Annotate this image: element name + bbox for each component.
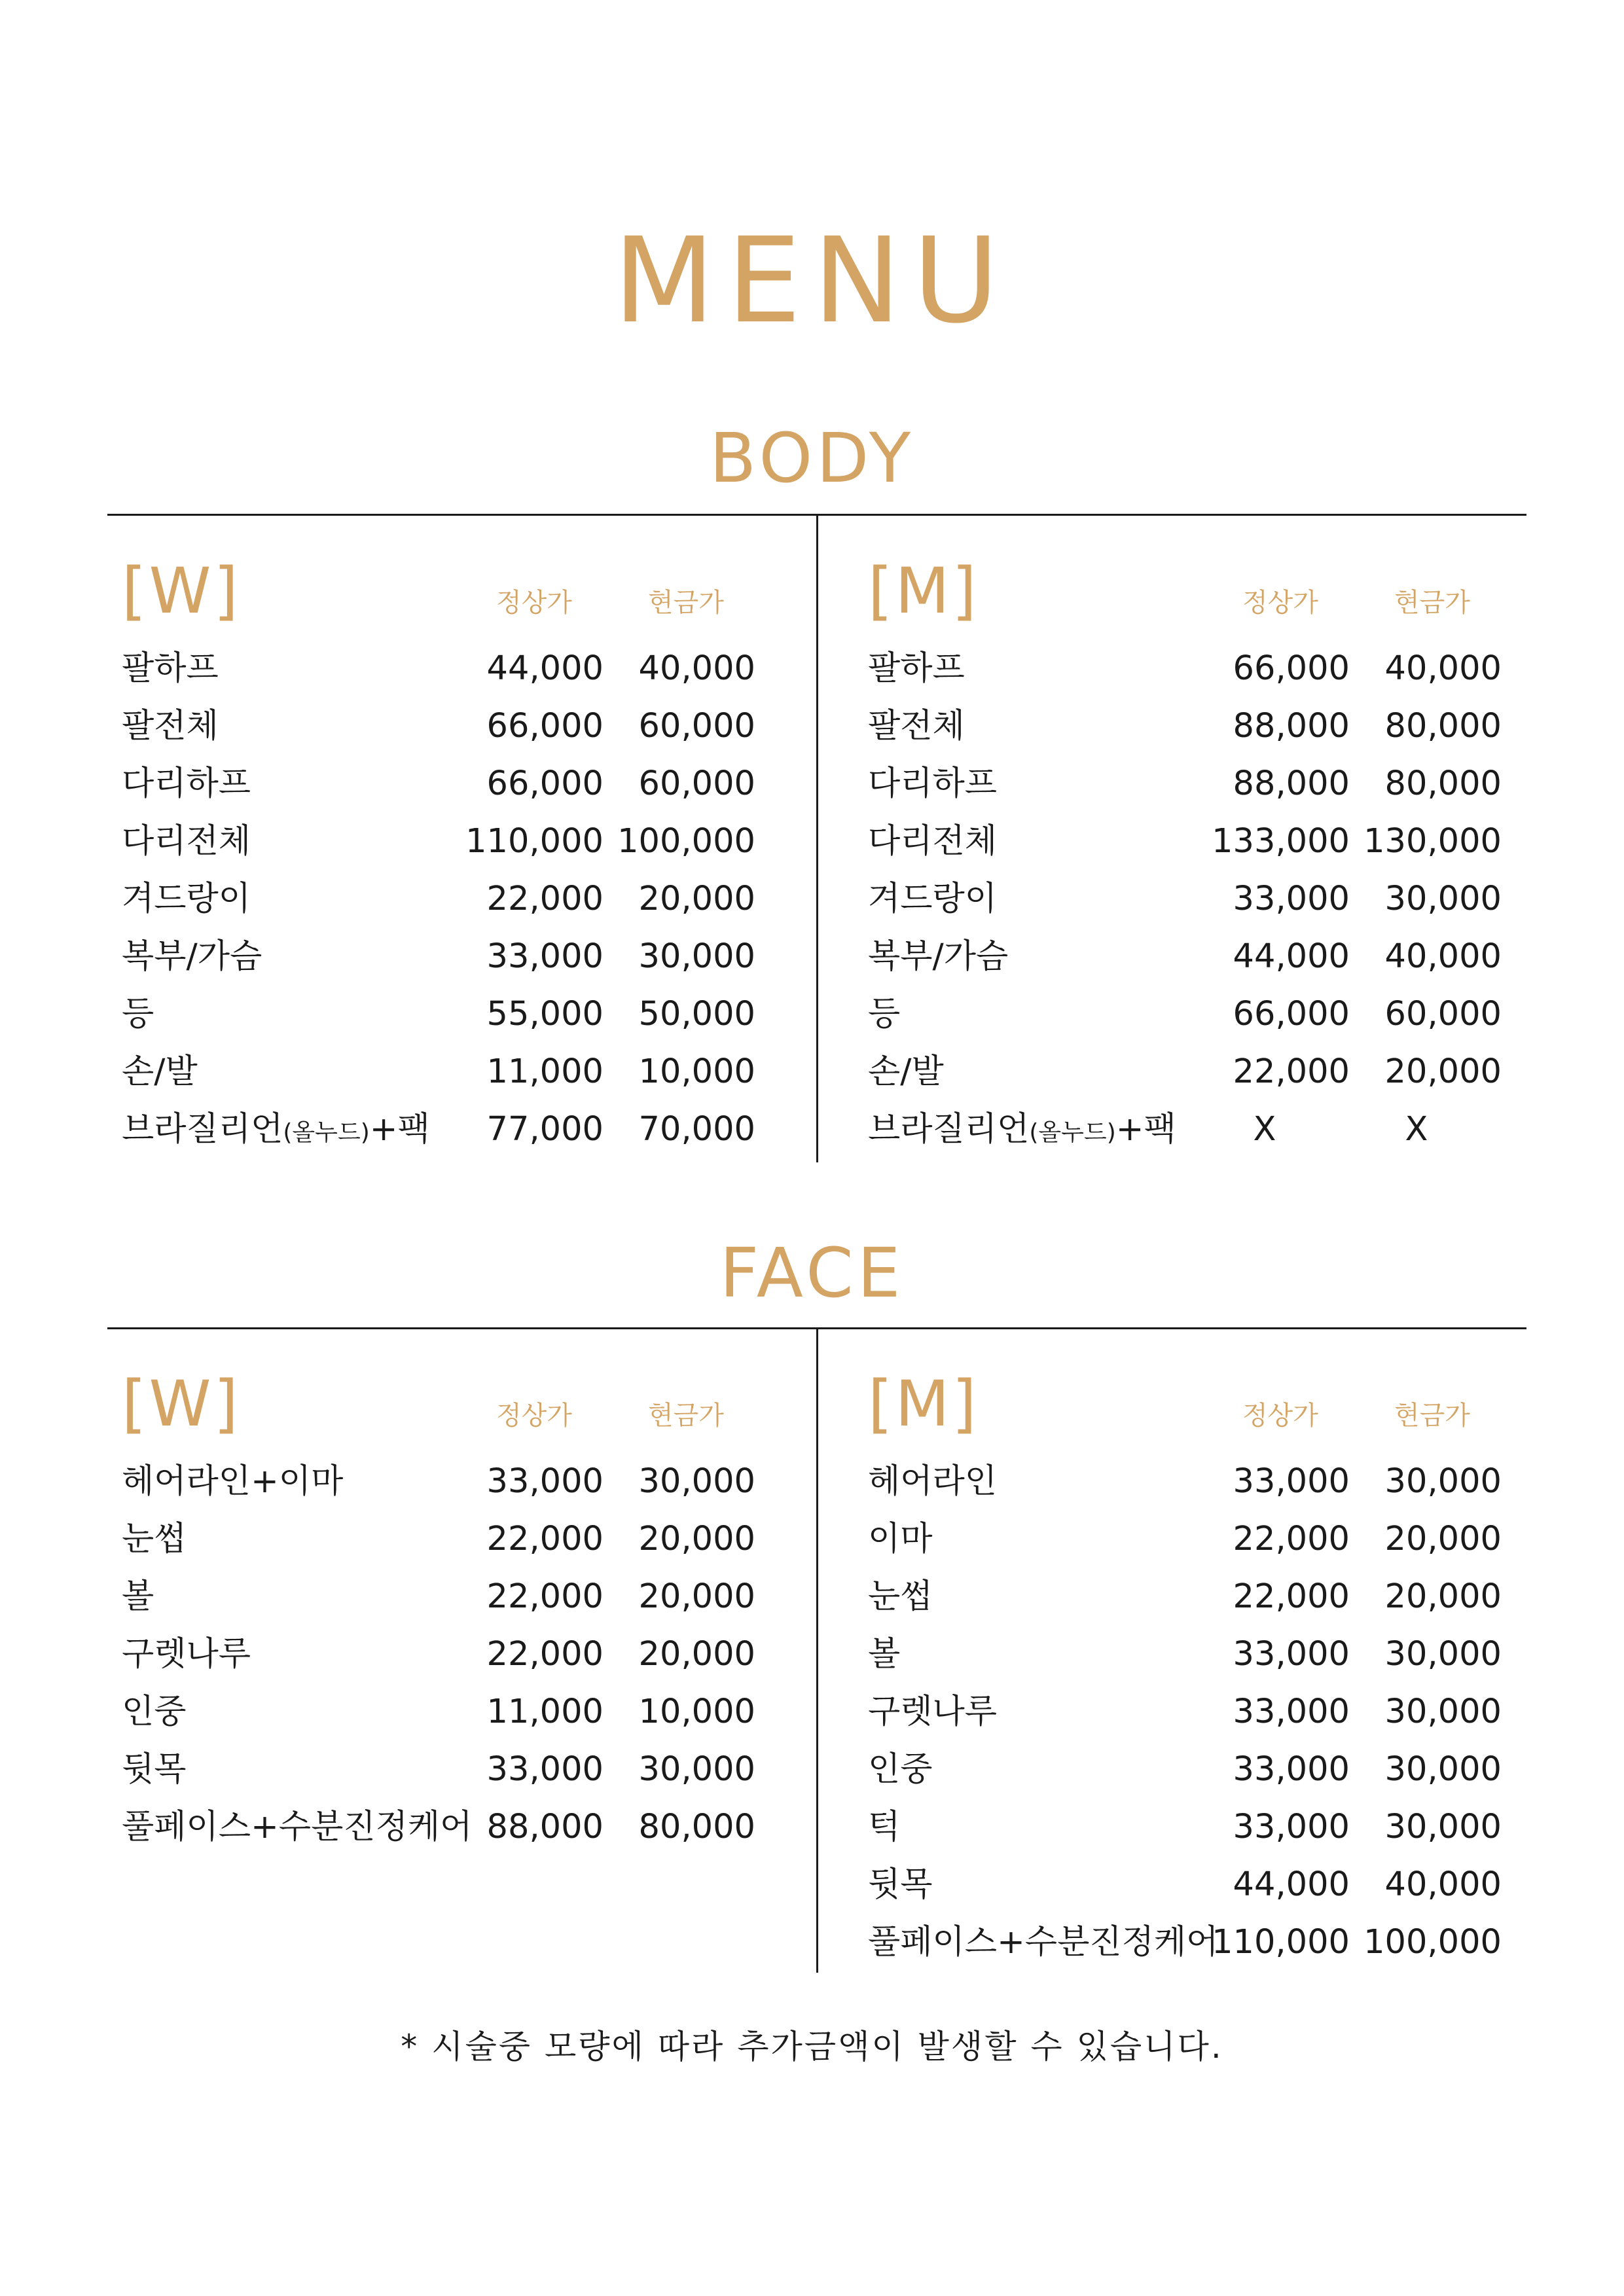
- regular-price: 66,000: [486, 707, 604, 745]
- menu-item-name: [122, 1511, 187, 1568]
- cash-price: 60,000: [638, 707, 755, 745]
- menu-item-name-text: 등: [122, 995, 154, 1033]
- menu-item-row: [122, 640, 776, 698]
- cash-price-header: 현금가: [1394, 1401, 1470, 1431]
- body-men-column: [868, 555, 1523, 1158]
- menu-item-name: [868, 640, 965, 698]
- cash-price: 70,000: [638, 1110, 755, 1149]
- menu-item-row: [122, 755, 776, 813]
- menu-item-name-text: 다리하프: [868, 764, 998, 803]
- face-men-column: [868, 1368, 1523, 1971]
- menu-item-row: [122, 1799, 776, 1856]
- menu-item-row: [868, 1683, 1523, 1741]
- face-section-title: FACE: [719, 1233, 905, 1313]
- regular-price: 11,000: [486, 1693, 604, 1731]
- cash-price: X: [1405, 1110, 1428, 1149]
- menu-item-name: [122, 813, 251, 870]
- menu-item-name: [122, 1741, 187, 1799]
- menu-item-row: [868, 1568, 1523, 1626]
- menu-item-name: [868, 986, 900, 1043]
- footnote: * 시술중 모량에 따라 추가금액이 발생할 수 있습니다.: [401, 2028, 1223, 2066]
- menu-item-name: [868, 1799, 900, 1856]
- menu-title: MENU: [613, 213, 1011, 350]
- menu-item-row: [122, 1683, 776, 1741]
- menu-item-row: [868, 1453, 1523, 1511]
- menu-item-row: [122, 1511, 776, 1568]
- menu-item-name-text: 뒷목: [868, 1865, 933, 1904]
- menu-item-name-text: 다리하프: [122, 764, 251, 803]
- regular-price: 22,000: [486, 880, 604, 918]
- regular-price: 55,000: [486, 995, 604, 1033]
- cash-price: 30,000: [1384, 1693, 1502, 1731]
- menu-item-name: [122, 755, 251, 813]
- menu-item-name-text: 구렛나루: [868, 1693, 998, 1731]
- face-women-column: [122, 1368, 776, 1856]
- menu-item-row: [122, 1568, 776, 1626]
- menu-item-name: [122, 1101, 430, 1162]
- cash-price: 100,000: [617, 822, 755, 861]
- menu-item-name: [122, 928, 262, 986]
- regular-price-header: 정상가: [496, 1401, 572, 1431]
- menu-item-row: [868, 870, 1523, 928]
- regular-price: 44,000: [1233, 1865, 1350, 1904]
- menu-item-name: [868, 1914, 1218, 1971]
- menu-item-row: [868, 1799, 1523, 1856]
- regular-price: 88,000: [1233, 707, 1350, 745]
- menu-item-row: [868, 755, 1523, 813]
- menu-item-name: [122, 986, 154, 1043]
- menu-item-name-text: 등: [868, 995, 901, 1033]
- menu-item-name-text: 브라질리언: [868, 1110, 1030, 1149]
- body-column-divider: [816, 516, 818, 1162]
- menu-item-row: [868, 640, 1523, 698]
- body-men-list: [868, 640, 1523, 1158]
- menu-item-name: [868, 1453, 997, 1511]
- regular-price: 22,000: [1233, 1052, 1350, 1091]
- regular-price: X: [1253, 1110, 1276, 1149]
- face-women-label: [W]: [122, 1367, 241, 1441]
- regular-price-header: 정상가: [496, 588, 572, 618]
- menu-item-name-text: 브라질리언: [122, 1110, 283, 1149]
- menu-item-name: [122, 1799, 472, 1856]
- cash-price-header: 현금가: [1394, 588, 1470, 618]
- menu-item-name-text: 풀페이스+수분진정케어: [868, 1923, 1219, 1962]
- menu-item-name: [868, 1568, 933, 1626]
- menu-item-name-text: 다리전체: [122, 822, 251, 861]
- menu-item-row: [868, 1626, 1523, 1683]
- menu-item-name: [122, 1626, 251, 1683]
- cash-price: 50,000: [638, 995, 755, 1033]
- regular-price: 33,000: [486, 1750, 604, 1789]
- regular-price: 66,000: [1233, 649, 1350, 688]
- menu-item-row: [868, 813, 1523, 870]
- menu-item-row: [868, 1914, 1523, 1971]
- cash-price: 30,000: [1384, 1808, 1502, 1846]
- menu-item-name: [868, 870, 997, 928]
- menu-item-row: [122, 1741, 776, 1799]
- cash-price: 40,000: [1384, 1865, 1502, 1904]
- cash-price: 20,000: [638, 1520, 755, 1558]
- menu-item-name: [868, 1683, 997, 1741]
- cash-price: 30,000: [1384, 1462, 1502, 1501]
- menu-item-name-text: 복부/가슴: [122, 937, 262, 976]
- regular-price: 44,000: [486, 649, 604, 688]
- face-men-list: [868, 1453, 1523, 1971]
- menu-item-name-text: 복부/가슴: [868, 937, 1009, 976]
- menu-item-name-text: 이마: [868, 1520, 933, 1558]
- body-women-label: [W]: [122, 554, 241, 628]
- cash-price: 60,000: [1384, 995, 1502, 1033]
- cash-price: 80,000: [638, 1808, 755, 1846]
- menu-item-row: [122, 1626, 776, 1683]
- menu-item-row: [122, 698, 776, 755]
- menu-item-name: [868, 928, 1008, 986]
- regular-price: 44,000: [1233, 937, 1350, 976]
- cash-price: 60,000: [638, 764, 755, 803]
- cash-price-header: 현금가: [648, 588, 724, 618]
- menu-item-name: [122, 1683, 187, 1741]
- cash-price-header: 현금가: [648, 1401, 724, 1431]
- regular-price-header: 정상가: [1242, 588, 1318, 618]
- regular-price: 66,000: [486, 764, 604, 803]
- body-section-title: BODY: [709, 418, 915, 498]
- menu-item-row: [868, 1856, 1523, 1914]
- regular-price: 110,000: [1212, 1923, 1350, 1962]
- regular-price: 88,000: [486, 1808, 604, 1846]
- menu-item-name-text: 겨드랑이: [122, 880, 251, 918]
- cash-price: 80,000: [1384, 764, 1502, 803]
- menu-item-name-text: 풀페이스+수분진정케어: [122, 1808, 473, 1846]
- regular-price: 66,000: [1233, 995, 1350, 1033]
- regular-price: 33,000: [486, 1462, 604, 1501]
- regular-price: 33,000: [1233, 880, 1350, 918]
- cash-price: 40,000: [638, 649, 755, 688]
- menu-item-name-text: 인중: [122, 1693, 187, 1731]
- menu-item-name-text: 인중: [868, 1750, 933, 1789]
- menu-item-name: [868, 755, 997, 813]
- menu-item-name: [122, 1568, 154, 1626]
- body-women-list: [122, 640, 776, 1158]
- menu-item-row: [122, 1043, 776, 1101]
- menu-item-row: [868, 1511, 1523, 1568]
- menu-item-name-text: 팔전체: [122, 707, 219, 745]
- regular-price: 11,000: [486, 1052, 604, 1091]
- menu-item-name: [868, 1856, 933, 1914]
- menu-item-row: [122, 928, 776, 986]
- menu-item-row: [868, 1043, 1523, 1101]
- cash-price: 20,000: [638, 1635, 755, 1674]
- menu-item-name-text: 눈썹: [868, 1577, 933, 1616]
- menu-item-row: [122, 1101, 776, 1158]
- menu-item-name-text: 손/발: [122, 1052, 198, 1091]
- menu-item-name: [868, 813, 997, 870]
- menu-item-name-text: 팔하프: [122, 649, 219, 688]
- cash-price: 130,000: [1363, 822, 1502, 861]
- cash-price: 30,000: [1384, 880, 1502, 918]
- regular-price: 22,000: [486, 1635, 604, 1674]
- menu-item-name-note: (올누드): [283, 1119, 370, 1146]
- menu-item-name-text: 손/발: [868, 1052, 944, 1091]
- menu-item-name-text: 구렛나루: [122, 1635, 251, 1674]
- menu-item-name-text: 턱: [868, 1808, 901, 1846]
- menu-item-name-note: (올누드): [1029, 1119, 1116, 1146]
- regular-price: 33,000: [1233, 1635, 1350, 1674]
- menu-item-name-suffix: +팩: [369, 1110, 430, 1149]
- face-column-divider: [816, 1329, 818, 1973]
- cash-price: 20,000: [638, 1577, 755, 1616]
- menu-item-name-text: 헤어라인: [868, 1462, 998, 1501]
- menu-item-name: [868, 1511, 933, 1568]
- cash-price: 30,000: [1384, 1635, 1502, 1674]
- menu-item-name-text: 뒷목: [122, 1750, 187, 1789]
- menu-item-row: [868, 698, 1523, 755]
- menu-item-name: [868, 1043, 944, 1101]
- menu-item-name: [122, 870, 251, 928]
- regular-price: 33,000: [1233, 1808, 1350, 1846]
- menu-item-name-text: 볼: [868, 1635, 901, 1674]
- regular-price: 22,000: [486, 1577, 604, 1616]
- regular-price-header: 정상가: [1242, 1401, 1318, 1431]
- regular-price: 33,000: [1233, 1462, 1350, 1501]
- cash-price: 100,000: [1363, 1923, 1502, 1962]
- cash-price: 20,000: [1384, 1520, 1502, 1558]
- menu-item-row: [122, 1453, 776, 1511]
- menu-item-name-text: 볼: [122, 1577, 154, 1616]
- regular-price: 22,000: [486, 1520, 604, 1558]
- cash-price: 40,000: [1384, 649, 1502, 688]
- menu-item-row: [122, 986, 776, 1043]
- menu-item-name-text: 헤어라인+이마: [122, 1462, 344, 1501]
- body-women-column: [122, 555, 776, 1158]
- regular-price: 33,000: [1233, 1693, 1350, 1731]
- face-women-list: [122, 1453, 776, 1856]
- cash-price: 20,000: [1384, 1052, 1502, 1091]
- regular-price: 33,000: [486, 937, 604, 976]
- menu-item-name: [868, 698, 965, 755]
- regular-price: 33,000: [1233, 1750, 1350, 1789]
- menu-item-name: [122, 1453, 343, 1511]
- menu-item-row: [868, 986, 1523, 1043]
- face-men-label: [M]: [868, 1367, 979, 1441]
- menu-item-row: [122, 870, 776, 928]
- regular-price: 22,000: [1233, 1577, 1350, 1616]
- cash-price: 30,000: [638, 1750, 755, 1789]
- cash-price: 10,000: [638, 1052, 755, 1091]
- cash-price: 80,000: [1384, 707, 1502, 745]
- menu-item-name-text: 팔전체: [868, 707, 965, 745]
- cash-price: 30,000: [638, 1462, 755, 1501]
- cash-price: 10,000: [638, 1693, 755, 1731]
- regular-price: 22,000: [1233, 1520, 1350, 1558]
- regular-price: 110,000: [465, 822, 604, 861]
- menu-item-name-text: 눈썹: [122, 1520, 187, 1558]
- cash-price: 20,000: [638, 880, 755, 918]
- cash-price: 20,000: [1384, 1577, 1502, 1616]
- cash-price: 30,000: [1384, 1750, 1502, 1789]
- regular-price: 88,000: [1233, 764, 1350, 803]
- cash-price: 40,000: [1384, 937, 1502, 976]
- menu-item-name: [868, 1741, 933, 1799]
- menu-item-name: [868, 1101, 1176, 1162]
- menu-item-name-text: 팔하프: [868, 649, 965, 688]
- body-men-label: [M]: [868, 554, 979, 628]
- menu-item-row: [868, 928, 1523, 986]
- menu-item-name-text: 다리전체: [868, 822, 998, 861]
- menu-item-row: [122, 813, 776, 870]
- menu-item-row: [868, 1101, 1523, 1158]
- menu-item-name: [122, 640, 219, 698]
- menu-item-name-suffix: +팩: [1115, 1110, 1176, 1149]
- menu-item-name-text: 겨드랑이: [868, 880, 998, 918]
- menu-item-name: [868, 1626, 900, 1683]
- regular-price: 133,000: [1212, 822, 1350, 861]
- cash-price: 30,000: [638, 937, 755, 976]
- menu-item-row: [868, 1741, 1523, 1799]
- menu-item-name: [122, 698, 219, 755]
- regular-price: 77,000: [486, 1110, 604, 1149]
- menu-item-name: [122, 1043, 198, 1101]
